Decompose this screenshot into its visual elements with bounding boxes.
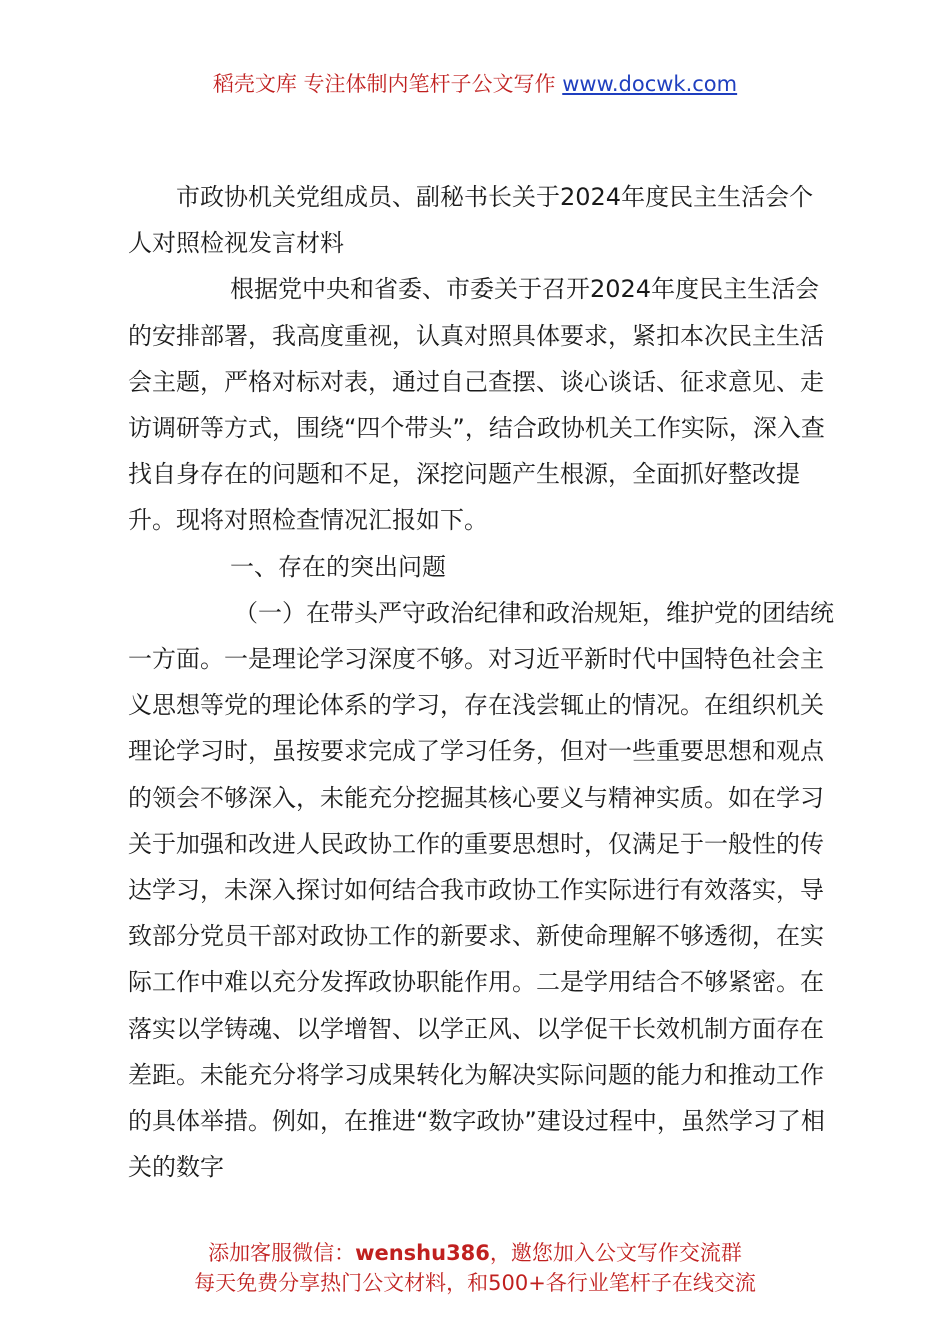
intro-paragraph: 根据党中央和省委、市委关于召开2024年度民主生活会的安排部署，我高度重视，认真对照具体要求，紧扣本次民主生活会主题，严格对标对表，通过自己查摆、谈心谈话、征求意见、走访调研等方式，围绕“四个带头”，结合政协机关工作实际，深入查找自身存在的问题和不足，深挖问题产生根源，全面抓好整改提升。现将对照检查情况汇报如下。 xyxy=(128,275,825,535)
body-paragraph: （一）在带头严守政治纪律和政治规矩，维护党的团结统一方面。一是理论学习深度不够。对习近平新时代中国特色社会主义思想等党的理论体系的学习，存在浅尝辄止的情况。在组织机关理论学习时，虽按要求完成了学习任务，但对一些重要思想和观点的领会不够深入，未能充分挖掘其核心要义与精神实质。如在学习关于加强和改进人民政协工作的重要思想时，仅满足于一般性的传达学习，未深入探讨如何结合我市政协工作实际进行有效落实，导致部分党员干部对政协工作的新要求、新使命理解不够透彻，在实际工作中难以充分发挥政协职能作用。二是学用结合不够紧密。在落实以学铸魂、以学增智、以学正风、以学促干长效机制方面存在差距。未能充分将学习成果转化为解决实际问题的能力和推动工作的具体举措。例如，在推进“数字政协”建设过程中，虽然学习了相关的数字 xyxy=(128,598,834,1182)
footer-wechat-suffix: ，邀您加入公文写作交流群 xyxy=(489,1241,742,1265)
footer-wechat-prefix: 添加客服微信： xyxy=(208,1241,356,1265)
footer-line-1 xyxy=(0,1238,950,1268)
site-url-link[interactable]: www.docwk.com xyxy=(562,72,738,96)
wechat-id: wenshu386 xyxy=(355,1241,490,1265)
document-title: 市政协机关党组成员、副秘书长关于2024年度民主生活会个人对照检视发言材料 xyxy=(128,183,814,258)
section-heading: 一、存在的突出问题 xyxy=(230,552,446,581)
document-body xyxy=(128,174,834,1190)
promo-footer xyxy=(0,1238,950,1298)
site-header xyxy=(0,68,950,100)
footer-line-2: 每天免费分享热门公文材料，和500+各行业笔杆子在线交流 xyxy=(194,1271,756,1295)
site-tagline: 稻壳文库 专注体制内笔杆子公文写作 xyxy=(212,72,556,96)
